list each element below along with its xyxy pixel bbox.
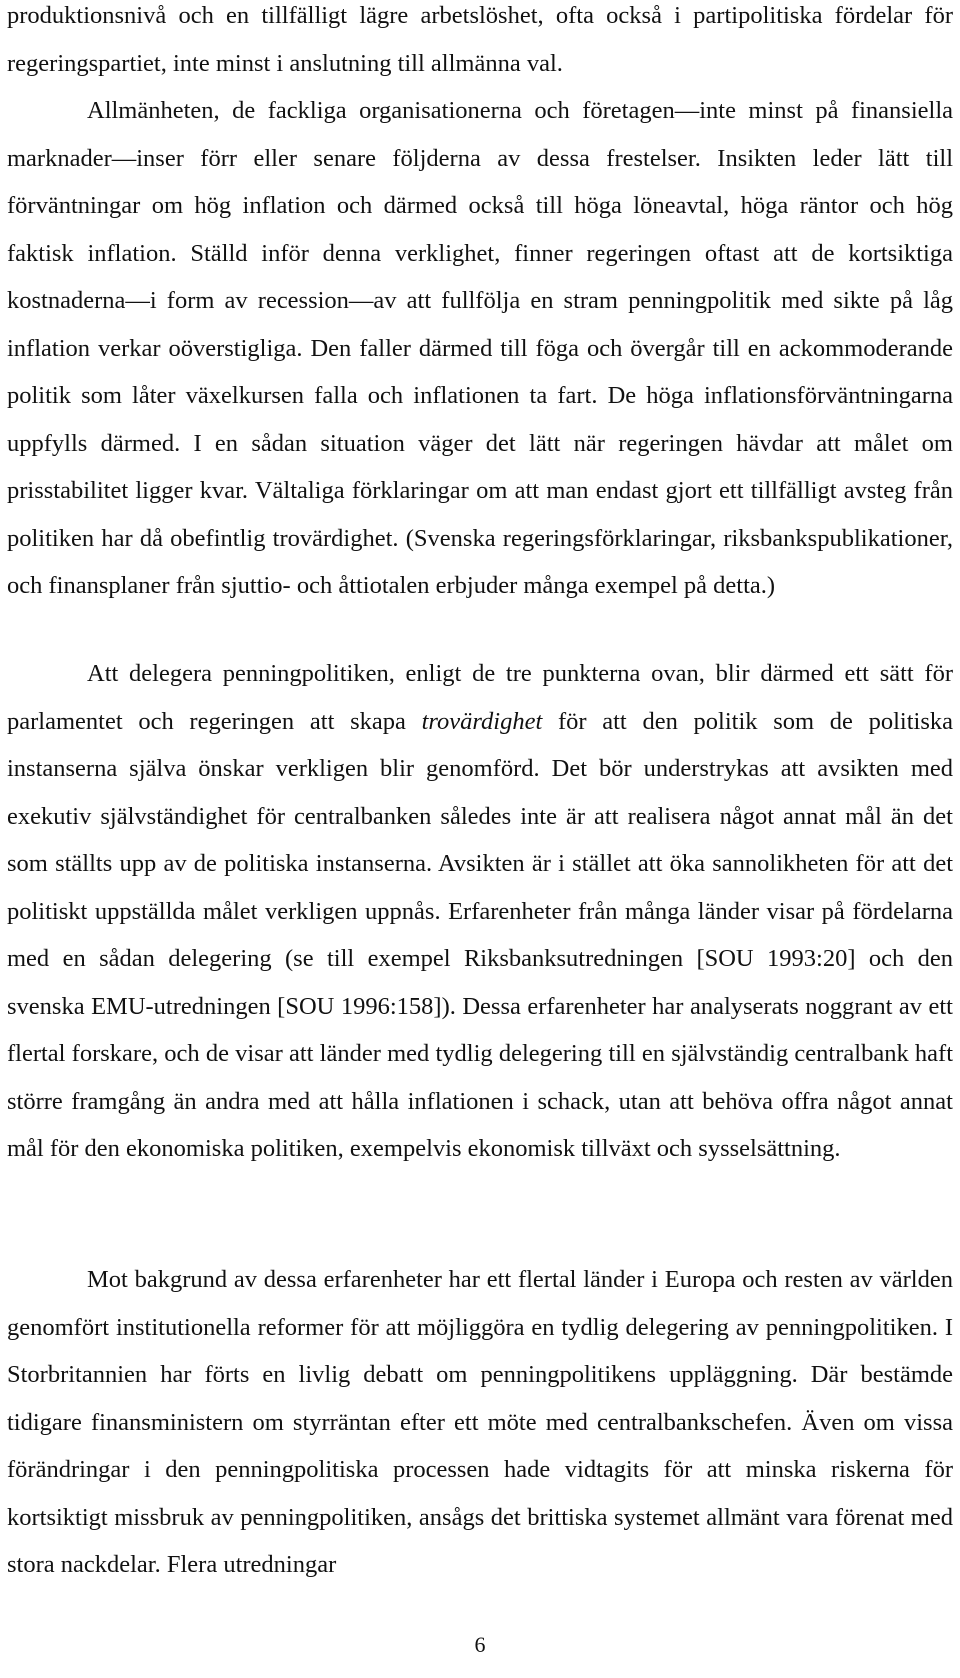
paragraph-text: produktionsnivå och en tillfälligt lägre arbetslöshet, ofta också i partipolitiska fördelar för regeringspartiet, inte minst i anslutning till allmänna val.	[7, 2, 953, 77]
page-number: 6	[474, 1632, 486, 1657]
paragraph-1	[7, 0, 953, 87]
paragraph-4	[7, 1256, 953, 1589]
paragraph-text: Mot bakgrund av dessa erfarenheter har ett flertal länder i Europa och resten av världen genomfört institutionella reformer för att möjliggöra en tydlig delegering av penningpolitiken. I Storbritannien har förts en livlig debatt om penningpolitikens uppläggning. Där bestämde tidigare finansministern om styrräntan efter ett möte med centralbankschefen. Även om vissa förändringar i den penningpolitiska processen hade vidtagits för att minska riskerna för kortsiktigt missbruk av penningpolitiken, ansågs det brittiska systemet allmänt vara förenat med stora nackdelar. Flera utredningar	[7, 1266, 953, 1578]
paragraph-text: för att den politik som de politiska instanserna själva önskar verkligen blir genomförd. Det bör understrykas att avsikten med exekutiv självständighet för centralbanken således inte är att realisera något annat mål än det som ställts upp av de politiska instanserna. Avsikten är i stället att öka sannolikheten för att det politiskt uppställda målet verkligen uppnås. Erfarenheter från många länder visar på fördelarna med en sådan delegering (se till exempel Riksbanksutredningen [SOU 1993:20] och den svenska EMU-utredningen [SOU 1996:158]). Dessa erfarenheter har analyserats noggrant av ett flertal forskare, och de visar att länder med tydlig delegering till en självständig centralbank haft större framgång än andra med att hålla inflationen i schack, utan att behöva offra något annat mål för den ekonomiska politiken, exempelvis ekonomisk tillväxt och sysselsättning.	[7, 707, 954, 1162]
paragraph-3	[7, 650, 953, 1173]
paragraph-text: Att delegera penningpolitiken, enligt de tre punkterna ovan, blir därmed ett sätt för parlamentet och regeringen att skapa	[7, 660, 953, 735]
paragraph-2	[7, 87, 953, 610]
emphasized-term: trovärdighet	[421, 707, 543, 735]
paragraph-text: Allmänheten, de fackliga organisationerna och företagen—inte minst på finansiella marknader—inser förr eller senare följderna av dessa frestelser. Insikten leder lätt till förväntningar om hög inflation och därmed också till höga löneavtal, höga räntor och hög faktisk inflation. Ställd inför denna verklighet, finner regeringen oftast att de kortsiktiga kostnaderna—i form av recession—av att fullfölja en stram penningpolitik med sikte på låg inflation verkar oöverstigliga. Den faller därmed till föga och övergår till en ackommoderande politik som låter växelkursen falla och inflationen ta fart. De höga inflationsförväntningarna uppfylls därmed. I en sådan situation väger det lätt när regeringen hävdar att målet om prisstabilitet ligger kvar. Vältaliga förklaringar om att man endast gjort ett tillfälligt avsteg från politiken har då obefintlig trovärdighet. (Svenska regeringsförklaringar, riksbankspublikationer, och finansplaner från sjuttio- och åttiotalen erbjuder många exempel på detta.)	[7, 97, 953, 599]
